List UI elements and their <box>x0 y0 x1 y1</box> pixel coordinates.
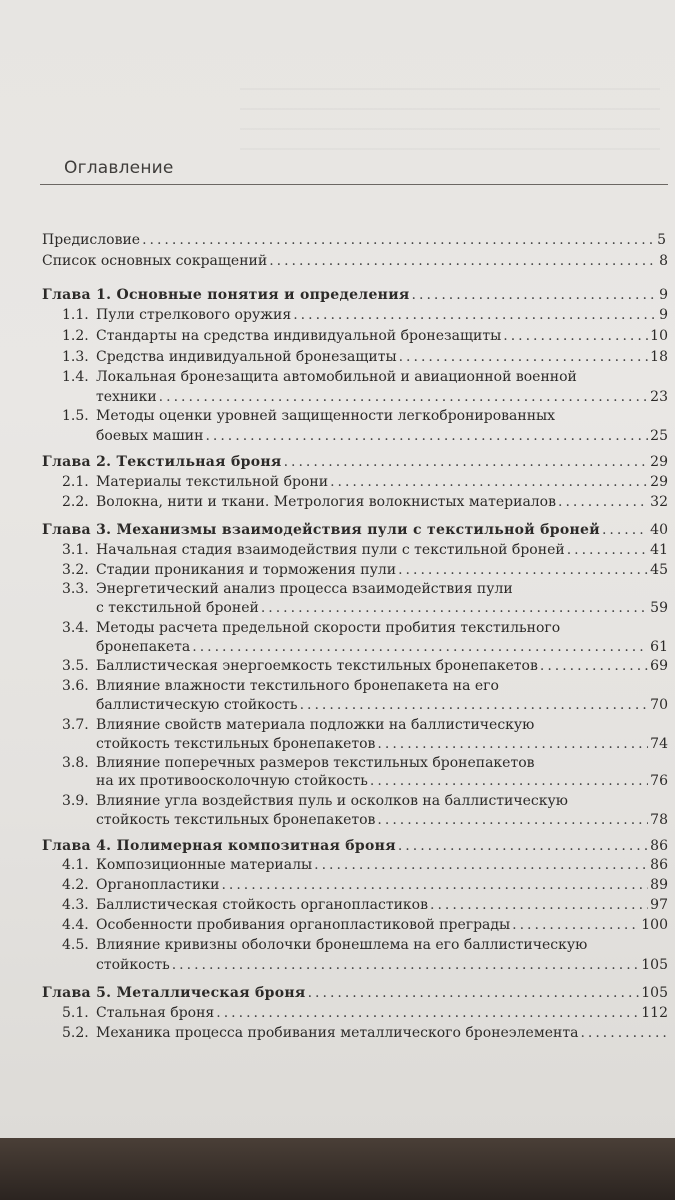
dot-leader <box>540 656 648 676</box>
toc-section-5-1 <box>62 1003 668 1023</box>
dot-leader <box>399 347 649 367</box>
section-title: Пули стрелкового оружия <box>96 307 292 323</box>
toc-chapter-2 <box>42 452 668 472</box>
section-title: Влияние кривизны оболочки бронешлема на его баллистическую <box>96 937 588 953</box>
toc-entry-preface <box>42 230 666 250</box>
toc-chapter-1 <box>42 285 668 305</box>
dot-leader <box>172 955 640 975</box>
toc-section-1-4 <box>62 367 668 387</box>
dot-leader <box>580 1023 666 1043</box>
section-number: 3.7. <box>62 717 89 733</box>
section-title: Стальная броня <box>96 1005 215 1021</box>
section-title: Влияние угла воздействия пуль и осколков на баллистическую <box>96 793 568 809</box>
chapter-title: Глава 1. Основные понятия и определения <box>42 287 410 303</box>
section-title: Органопластики <box>96 877 220 893</box>
entry-page: 29 <box>650 454 668 470</box>
section-number: 4.2. <box>62 877 89 893</box>
entry-page: 89 <box>650 877 668 893</box>
entry-page: 86 <box>650 857 668 873</box>
section-title: Методы оценки уровней защищенности легкобронированных <box>96 408 556 424</box>
toc-heading: Оглавление <box>64 158 174 178</box>
entry-page: 23 <box>650 389 668 405</box>
dot-leader <box>293 305 657 325</box>
toc-section-3-7 <box>62 715 668 735</box>
dot-leader <box>430 895 648 915</box>
toc-section-1-5 <box>62 406 668 426</box>
entry-page: 9 <box>659 287 668 303</box>
section-title-continued: боевых машин <box>96 428 204 444</box>
section-number: 4.1. <box>62 857 89 873</box>
section-title: Локальная бронезащита автомобильной и авиационной военной <box>96 369 577 385</box>
toc-section-5-2 <box>62 1023 668 1043</box>
toc-section-3-3-cont <box>96 598 668 618</box>
toc-section-1-3 <box>62 347 668 367</box>
section-title: Влияние влажности текстильного бронепакета на его <box>96 678 499 694</box>
section-number: 1.2. <box>62 328 89 344</box>
bleed-through-text <box>240 88 660 168</box>
entry-page: 45 <box>650 562 668 578</box>
dot-leader <box>221 875 648 895</box>
section-number: 3.8. <box>62 755 89 771</box>
section-number: 3.4. <box>62 620 89 636</box>
toc-section-4-1 <box>62 855 668 875</box>
dot-leader <box>308 983 640 1003</box>
entry-page: 8 <box>659 253 668 269</box>
section-title-continued: на их противоосколочную стойкость <box>96 773 368 789</box>
section-number: 2.1. <box>62 474 89 490</box>
toc-section-4-5 <box>62 935 668 955</box>
dot-leader <box>269 251 657 271</box>
section-title-continued: стойкость <box>96 957 170 973</box>
toc-section-3-1 <box>62 540 668 560</box>
section-number: 4.4. <box>62 917 89 933</box>
entry-page: 41 <box>650 542 668 558</box>
section-number: 4.5. <box>62 937 89 953</box>
toc-section-3-6 <box>62 676 668 696</box>
section-number: 5.1. <box>62 1005 89 1021</box>
dot-leader <box>503 326 648 346</box>
entry-page: 100 <box>641 917 668 933</box>
section-number: 3.3. <box>62 581 89 597</box>
section-title: Баллистическая стойкость органопластиков <box>96 897 428 913</box>
chapter-title: Глава 3. Механизмы взаимодействия пули с текстильной броней <box>42 522 600 538</box>
section-number: 5.2. <box>62 1025 89 1041</box>
section-number: 3.1. <box>62 542 89 558</box>
section-title: Стандарты на средства индивидуальной бронезащиты <box>96 328 502 344</box>
section-title: Механика процесса пробивания металлического бронеэлемента <box>96 1025 579 1041</box>
section-title: Влияние поперечных размеров текстильных бронепакетов <box>96 755 535 771</box>
chapter-title: Глава 4. Полимерная композитная броня <box>42 838 396 854</box>
heading-rule <box>40 184 668 185</box>
entry-page: 25 <box>650 428 668 444</box>
dot-leader <box>377 810 648 830</box>
chapter-title: Глава 5. Металлическая броня <box>42 985 306 1001</box>
entry-page: 32 <box>650 494 668 510</box>
toc-section-3-7-cont <box>96 734 668 754</box>
toc-section-1-1 <box>62 305 668 325</box>
dot-leader <box>314 855 648 875</box>
section-number: 4.3. <box>62 897 89 913</box>
section-title: Волокна, нити и ткани. Метрология волокнистых материалов <box>96 494 556 510</box>
entry-page: 40 <box>650 522 668 538</box>
dot-leader <box>261 598 648 618</box>
section-number: 3.9. <box>62 793 89 809</box>
toc-section-1-2 <box>62 326 668 346</box>
toc-chapter-3 <box>42 520 668 540</box>
entry-page: 97 <box>650 897 668 913</box>
entry-page: 76 <box>650 773 668 789</box>
toc-entry-abbrev <box>42 251 668 271</box>
toc-section-4-5-cont <box>96 955 668 975</box>
entry-page: 70 <box>650 697 668 713</box>
entry-page: 29 <box>650 474 668 490</box>
entry-page: 59 <box>650 600 668 616</box>
entry-page: 18 <box>650 349 668 365</box>
toc-chapter-5 <box>42 983 668 1003</box>
section-title: Стадии проникания и торможения пули <box>96 562 397 578</box>
dot-leader <box>300 695 649 715</box>
section-number: 3.5. <box>62 658 89 674</box>
section-number: 3.2. <box>62 562 89 578</box>
entry-page: 78 <box>650 812 668 828</box>
desk-background <box>0 1138 675 1200</box>
dot-leader <box>216 1003 639 1023</box>
section-number: 1.5. <box>62 408 89 424</box>
dot-leader <box>142 230 655 250</box>
toc-section-3-3 <box>62 579 668 599</box>
section-title: Методы расчета предельной скорости пробития текстильного <box>96 620 561 636</box>
toc-chapter-4 <box>42 836 668 856</box>
entry-page: 105 <box>641 985 668 1001</box>
section-title: Средства индивидуальной бронезащиты <box>96 349 397 365</box>
dot-leader <box>412 285 658 305</box>
dot-leader <box>398 836 648 856</box>
entry-page: 112 <box>641 1005 668 1021</box>
section-number: 1.1. <box>62 307 89 323</box>
dot-leader <box>558 492 648 512</box>
entry-page: 5 <box>657 232 666 248</box>
section-title: Энергетический анализ процесса взаимодействия пули <box>96 581 513 597</box>
section-title: Материалы текстильной брони <box>96 474 329 490</box>
section-title: Композиционные материалы <box>96 857 313 873</box>
dot-leader <box>398 560 648 580</box>
dot-leader <box>192 637 648 657</box>
dot-leader <box>370 771 648 791</box>
section-number: 3.6. <box>62 678 89 694</box>
toc-section-3-8 <box>62 753 668 773</box>
toc-section-4-2 <box>62 875 668 895</box>
entry-title: Предисловие <box>42 232 141 248</box>
toc-section-3-6-cont <box>96 695 668 715</box>
dot-leader <box>602 520 648 540</box>
dot-leader <box>377 734 648 754</box>
section-number: 1.3. <box>62 349 89 365</box>
entry-page: 105 <box>641 957 668 973</box>
entry-page: 9 <box>659 307 668 323</box>
toc-section-1-5-cont <box>96 426 668 446</box>
toc-section-2-1 <box>62 472 668 492</box>
entry-page: 10 <box>650 328 668 344</box>
dot-leader <box>330 472 648 492</box>
toc-section-2-2 <box>62 492 668 512</box>
section-title-continued: стойкость текстильных бронепакетов <box>96 812 376 828</box>
toc-section-3-9 <box>62 791 668 811</box>
toc-section-3-4-cont <box>96 637 668 657</box>
section-title: Особенности пробивания органопластиковой преграды <box>96 917 511 933</box>
toc-section-3-5 <box>62 656 668 676</box>
section-number: 2.2. <box>62 494 89 510</box>
section-title: Начальная стадия взаимодействия пули с текстильной броней <box>96 542 565 558</box>
toc-section-4-3 <box>62 895 668 915</box>
section-title-continued: бронепакета <box>96 639 191 655</box>
entry-page: 86 <box>650 838 668 854</box>
dot-leader <box>567 540 648 560</box>
section-title-continued: стойкость текстильных бронепакетов <box>96 736 376 752</box>
dot-leader <box>159 387 649 407</box>
entry-page: 74 <box>650 736 668 752</box>
toc-section-3-9-cont <box>96 810 668 830</box>
section-title: Баллистическая энергоемкость текстильных бронепакетов <box>96 658 538 674</box>
toc-section-4-4 <box>62 915 668 935</box>
dot-leader <box>284 452 649 472</box>
chapter-title: Глава 2. Текстильная броня <box>42 454 282 470</box>
entry-page: 61 <box>650 639 668 655</box>
dot-leader <box>205 426 648 446</box>
entry-title: Список основных сокращений <box>42 253 268 269</box>
section-title-continued: с текстильной броней <box>96 600 259 616</box>
dot-leader <box>512 915 639 935</box>
section-title: Влияние свойств материала подложки на баллистическую <box>96 717 535 733</box>
toc-section-3-2 <box>62 560 668 580</box>
entry-page: 69 <box>650 658 668 674</box>
toc-section-3-4 <box>62 618 668 638</box>
toc-section-1-4-cont <box>96 387 668 407</box>
section-title-continued: техники <box>96 389 157 405</box>
section-title-continued: баллистическую стойкость <box>96 697 298 713</box>
section-number: 1.4. <box>62 369 89 385</box>
toc-section-3-8-cont <box>96 771 668 791</box>
